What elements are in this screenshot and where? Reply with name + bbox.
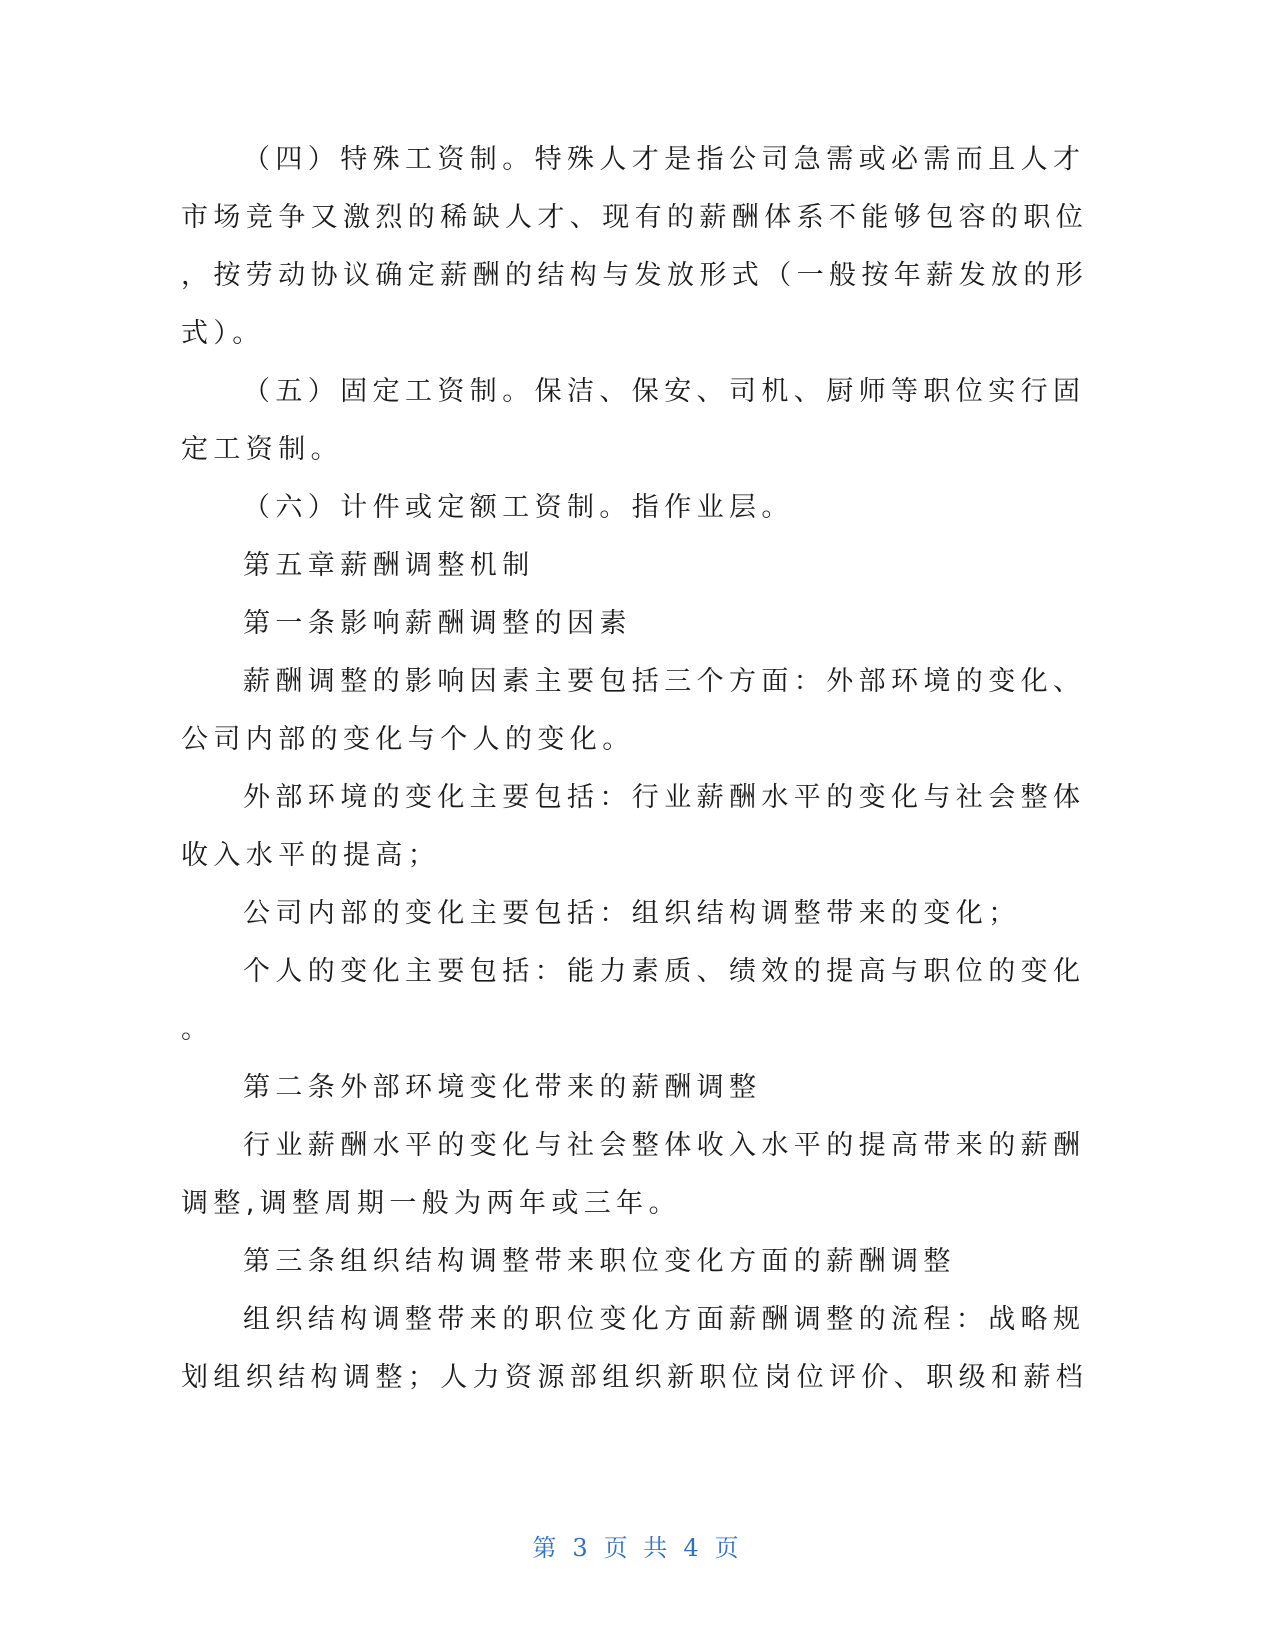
text-line: 市场竞争又激烈的稀缺人才、现有的薪酬体系不能够包容的职位 bbox=[181, 202, 1089, 233]
total-pages-number: 4 bbox=[683, 1534, 703, 1562]
page-mid: 页 共 bbox=[603, 1534, 672, 1562]
page-suffix: 页 bbox=[714, 1534, 743, 1562]
text-line: 外部环境的变化主要包括：行业薪酬水平的变化与社会整体 bbox=[243, 782, 1086, 813]
text-line: 公司内部的变化主要包括：组织结构调整带来的变化； bbox=[243, 898, 1021, 929]
current-page-number: 3 bbox=[572, 1534, 592, 1562]
text-line: 个人的变化主要包括：能力素质、绩效的提高与职位的变化 bbox=[243, 956, 1086, 987]
text-line: ，按劳动协议确定薪酬的结构与发放形式（一般按年薪发放的形 bbox=[181, 260, 1089, 291]
text-line: 调整,调整周期一般为两年或三年。 bbox=[181, 1188, 681, 1219]
text-line: 组织结构调整带来的职位变化方面薪酬调整的流程：战略规 bbox=[243, 1304, 1086, 1335]
text-line: 薪酬调整的影响因素主要包括三个方面：外部环境的变化、 bbox=[243, 666, 1086, 697]
text-line: 式）。 bbox=[181, 318, 265, 349]
text-line: 。 bbox=[181, 1014, 214, 1045]
page-footer bbox=[0, 1528, 1275, 1563]
chapter-heading: 第五章薪酬调整机制 bbox=[243, 550, 535, 581]
article-heading: 第三条组织结构调整带来职位变化方面的薪酬调整 bbox=[243, 1246, 956, 1277]
text-line: （四）特殊工资制。特殊人才是指公司急需或必需而且人才 bbox=[243, 144, 1086, 175]
article-heading: 第二条外部环境变化带来的薪酬调整 bbox=[243, 1072, 762, 1103]
text-line: 收入水平的提高； bbox=[181, 840, 441, 871]
text-line: 行业薪酬水平的变化与社会整体收入水平的提高带来的薪酬 bbox=[243, 1130, 1086, 1161]
text-line: （六）计件或定额工资制。指作业层。 bbox=[243, 492, 794, 523]
text-line: 划组织结构调整；人力资源部组织新职位岗位评价、职级和薪档 bbox=[181, 1362, 1089, 1393]
page-prefix: 第 bbox=[532, 1534, 561, 1562]
article-heading: 第一条影响薪酬调整的因素 bbox=[243, 608, 632, 639]
text-line: （五）固定工资制。保洁、保安、司机、厨师等职位实行固 bbox=[243, 376, 1086, 407]
text-line: 公司内部的变化与个人的变化。 bbox=[181, 724, 635, 755]
text-line: 定工资制。 bbox=[181, 434, 343, 465]
